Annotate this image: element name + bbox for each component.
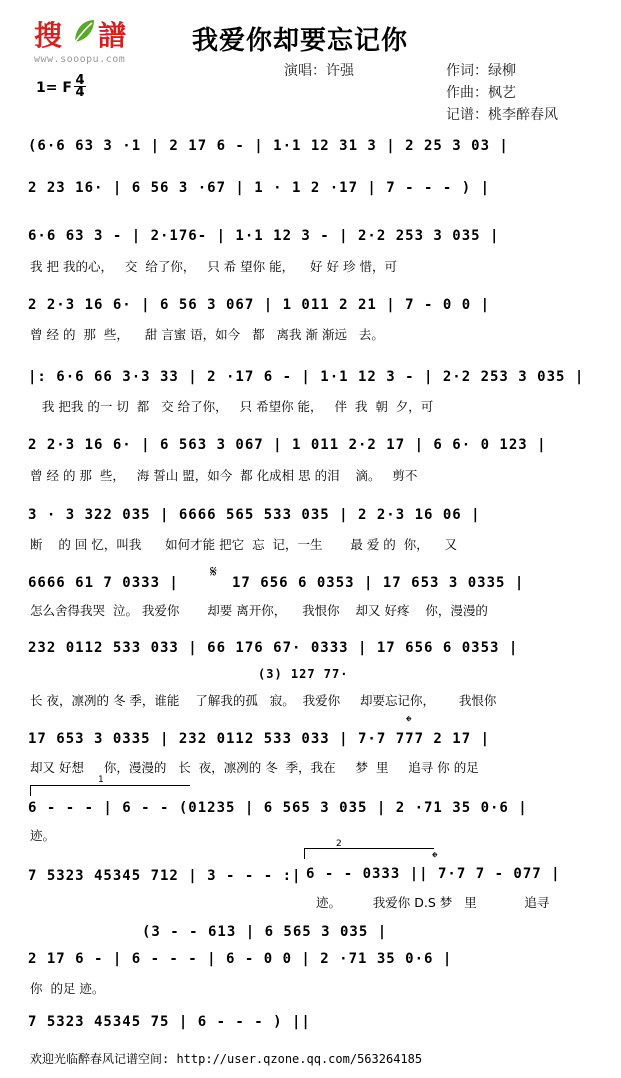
notation-line-9: 232 0112 533 033 | 66 176 67· 0333 | 17 656 6 0353 |: [28, 640, 519, 656]
transcriber: 记谱：桃李醉春风: [446, 107, 558, 123]
logo-char-2: 譜: [98, 19, 127, 52]
notation-line-2: 2 23 16· | 6 56 3 ·67 | 1 · 1 2 ·17 | 7 - - - ) |: [28, 180, 491, 196]
site-logo: [34, 14, 146, 70]
notation-line-9-alt: (3) 127 77·: [258, 667, 349, 681]
notation-line-8b: 17 656 6 0353 | 17 653 3 0335 |: [232, 575, 525, 591]
logo-url: www.sooopu.com: [34, 54, 126, 65]
notation-line-8a: 6666 61 7 0333 |: [28, 575, 179, 591]
notation-line-10: 17 653 3 0335 | 232 0112 533 033 | 7·7 777 2 17 |: [28, 731, 491, 747]
lyric-line-8: 怎么舍得我哭 泣。 我爱你 却要 离开你， 我恨你 却又 好疼 你，漫漫的: [30, 603, 488, 618]
volta-bracket-1: [30, 785, 190, 786]
notation-line-7: 3 · 3 322 035 | 6666 565 533 035 | 2 2·3 16 06 |: [28, 507, 481, 523]
lyric-line-5: 我 把我 的一 切 都 交 给了你， 只 希望你 能， 伴 我 朝 夕，可: [30, 399, 434, 414]
leaf-icon: [72, 18, 96, 44]
lyric-line-7: 断 的 回 忆，叫我 如何才能 把它 忘 记，一生 最 爱 的 你， 又: [30, 537, 458, 552]
time-signature-bottom: 4: [75, 85, 85, 100]
time-signature: [74, 75, 86, 98]
segno-sign: 𝄋: [210, 562, 217, 581]
notation-line-13-parenthetical: (3 - - 613 | 6 565 3 035 |: [142, 924, 388, 940]
notation-line-4: 2 2·3 16 6· | 6 56 3 067 | 1 011 2 21 | 7 - 0 0 |: [28, 297, 491, 313]
coda-sign-2: 𝄌: [432, 848, 438, 867]
composer: 作曲：枫艺: [446, 85, 516, 101]
song-title: 我爱你却要忘记你: [192, 26, 409, 56]
notation-line-12b: 6 - - 0333 || 7·7 7 - 077 |: [306, 866, 561, 882]
lyric-line-6: 曾 经 的 那 些， 海 誓山 盟，如今 都 化成相 思 的泪 滴。 剪不: [30, 468, 418, 483]
lyric-line-13: 你 的足 迹。: [30, 981, 105, 996]
time-signature-top: 4: [75, 73, 85, 88]
lyric-line-10: 却又 好想 你，漫漫的 长 夜，凛冽的 冬 季，我在 梦 里 追寻 你 的足: [30, 760, 479, 775]
volta-2-number: 2: [336, 839, 342, 849]
singer: 演唱：许强: [284, 63, 354, 79]
notation-line-1: (6·6 63 3 ·1 | 2 17 6 - | 1·1 12 31 3 | 2 25 3 03 |: [28, 138, 509, 154]
notation-line-13: 2 17 6 - | 6 - - - | 6 - 0 0 | 2 ·71 35 0·6 |: [28, 951, 453, 967]
footer-text: 欢迎光临醉春风记谱空间: http://user.qzone.qq.com/563264185: [30, 1052, 423, 1066]
lyric-line-4: 曾 经 的 那 些， 甜 言蜜 语，如今 都 离我 渐 渐远 去。: [30, 327, 384, 342]
lyric-line-9: 长 夜，凛冽的 冬 季，谁能 了解我的孤 寂。 我爱你 却要忘记你， 我恨你: [30, 693, 497, 708]
lyric-line-11: 迹。: [30, 828, 56, 843]
lyric-line-3: 我 把 我的心， 交 给了你， 只 希 望你 能， 好 好 珍 惜，可: [30, 259, 397, 274]
logo-char-1: 搜: [34, 19, 63, 52]
coda-sign-1: 𝄌: [406, 712, 412, 731]
notation-line-14: 7 5323 45345 75 | 6 - - - ) ||: [28, 1014, 311, 1030]
volta-1-number: 1: [98, 775, 104, 785]
lyric-line-12: 迹。 我爱你 D.S 梦 里 追寻: [316, 895, 550, 910]
key-signature: 1= F: [36, 80, 72, 96]
notation-line-5: |: 6·6 66 3·3 33 | 2 ·17 6 - | 1·1 12 3 - | 2·2 253 3 035 |: [28, 369, 585, 385]
notation-line-12a: 7 5323 45345 712 | 3 - - - :|: [28, 868, 302, 884]
notation-line-11: 6 - - - | 6 - - (01235 | 6 565 3 035 | 2 ·71 35 0·6 |: [28, 800, 528, 816]
lyricist: 作词：绿柳: [446, 63, 516, 79]
notation-line-3: 6·6 63 3 - | 2·176- | 1·1 12 3 - | 2·2 253 3 035 |: [28, 228, 500, 244]
notation-line-6: 2 2·3 16 6· | 6 563 3 067 | 1 011 2·2 17 | 6 6· 0 123 |: [28, 437, 547, 453]
volta-bracket-2: [304, 848, 434, 849]
